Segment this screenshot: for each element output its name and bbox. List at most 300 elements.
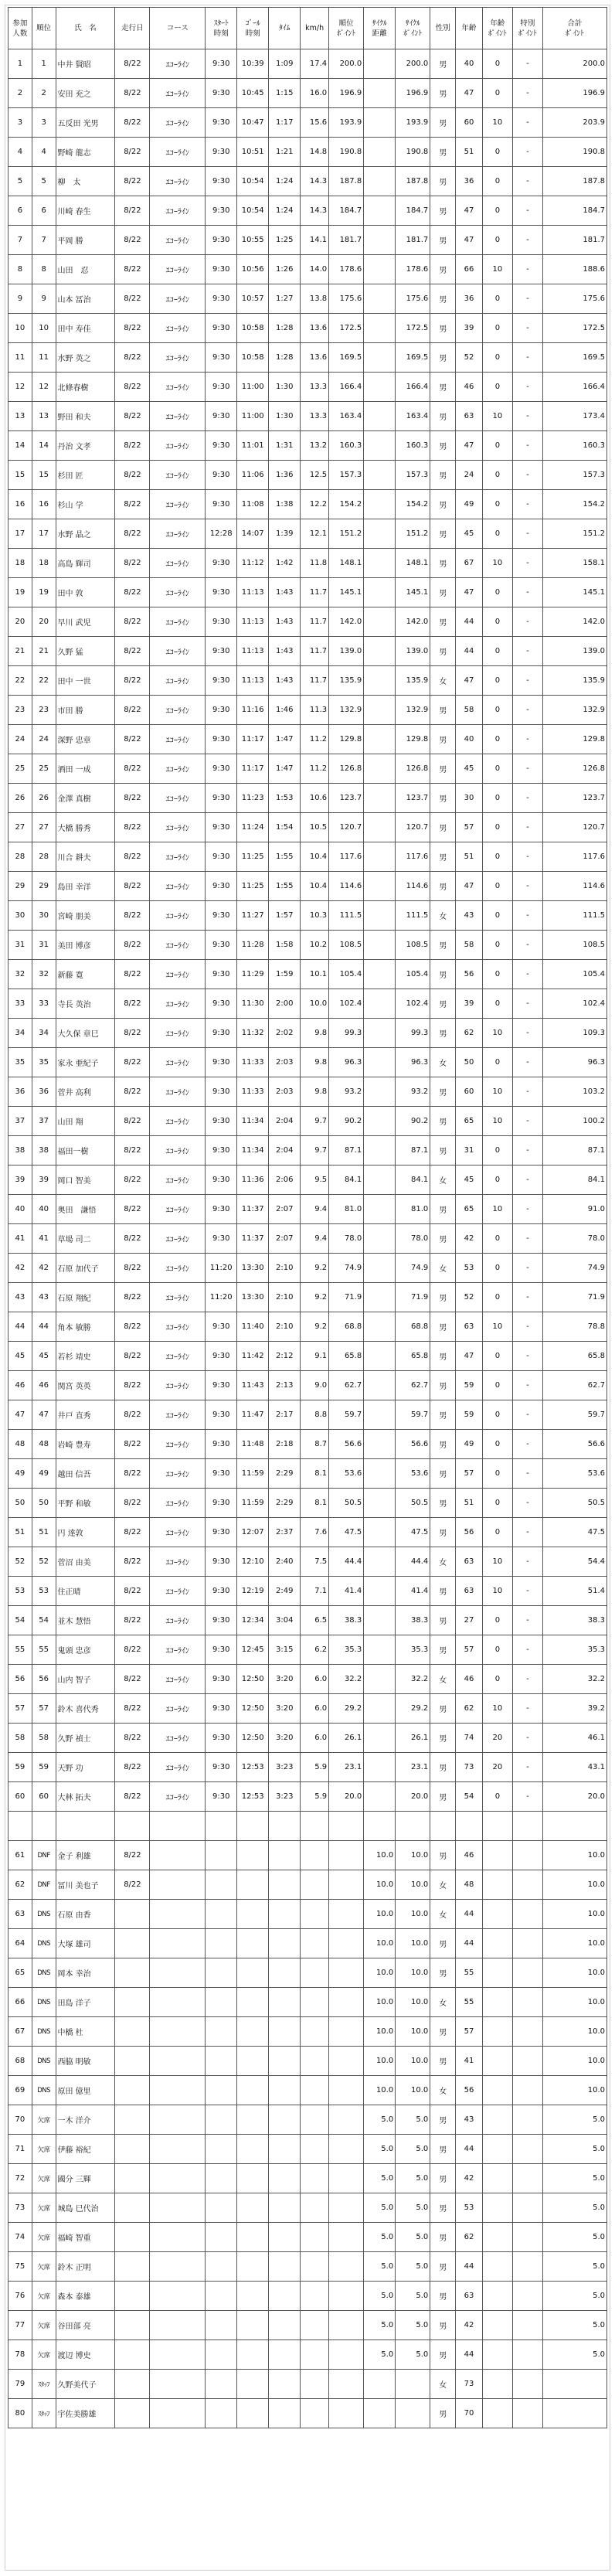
- cell-entry-count: 56: [8, 1665, 32, 1694]
- cell-cycle-points: 38.3: [396, 1606, 430, 1635]
- cell-time: [269, 2399, 301, 2428]
- cell-speed: 10.3: [301, 901, 329, 931]
- cell-entry-count: 55: [8, 1635, 32, 1665]
- cell-special-points: -: [512, 842, 542, 872]
- cell-name: 奥田 謙悟: [56, 1195, 115, 1224]
- table-row: [8, 2370, 607, 2399]
- cell-time: 1:24: [269, 167, 301, 196]
- cell-rank-points: 38.3: [329, 1606, 364, 1635]
- cell-age-points: 0: [482, 666, 512, 696]
- cell-cycle-distance: 10.0: [364, 1929, 396, 1958]
- cell-course: ｴｺｰﾗｲﾝ: [150, 1782, 206, 1812]
- cell-goal-time: 11:59: [237, 1459, 269, 1489]
- cell-age-points: 10: [482, 1019, 512, 1048]
- cell-course: ｴｺｰﾗｲﾝ: [150, 931, 206, 960]
- cell-age-points: [482, 2340, 512, 2370]
- table-row: [8, 1283, 607, 1312]
- cell-cycle-points: 10.0: [396, 1870, 430, 1900]
- cell-course: [150, 2252, 206, 2282]
- cell-rank: 46: [32, 1371, 56, 1400]
- cell-rank-points: 93.2: [329, 1077, 364, 1107]
- table-row: [8, 373, 607, 402]
- cell-course: ｴｺｰﾗｲﾝ: [150, 49, 206, 79]
- cell-rank-points: 84.1: [329, 1165, 364, 1195]
- cell-start-time: 9:30: [206, 1635, 237, 1665]
- cell-special-points: [512, 2282, 542, 2311]
- cell-name: 田島 洋子: [56, 1988, 115, 2017]
- cell-run-date: 8/22: [115, 1136, 150, 1165]
- cell-course: ｴｺｰﾗｲﾝ: [150, 1489, 206, 1518]
- cell-start-time: 9:30: [206, 1518, 237, 1547]
- cell-rank-points: [329, 1988, 364, 2017]
- cell-course: ｴｺｰﾗｲﾝ: [150, 314, 206, 343]
- cell-age-points: 0: [482, 1224, 512, 1254]
- cell-course: ｴｺｰﾗｲﾝ: [150, 578, 206, 607]
- cell-rank-points: 178.6: [329, 255, 364, 284]
- cell-time: 2:10: [269, 1283, 301, 1312]
- cell-name: 宮崎 朋美: [56, 901, 115, 931]
- cell-time: 1:43: [269, 578, 301, 607]
- cell-speed: [301, 2135, 329, 2164]
- cell-cycle-distance: [364, 1518, 396, 1547]
- cell-speed: 9.2: [301, 1254, 329, 1283]
- cell-cycle-distance: [364, 901, 396, 931]
- cell-name: 岩崎 豊寿: [56, 1430, 115, 1459]
- cell-gender: 男: [430, 2135, 456, 2164]
- cell-rank-points: 102.4: [329, 989, 364, 1019]
- cell-gender: 男: [430, 79, 456, 108]
- cell-cycle-distance: 5.0: [364, 2135, 396, 2164]
- cell-gender: 男: [430, 696, 456, 725]
- cell-special-points: -: [512, 578, 542, 607]
- cell-start-time: 9:30: [206, 1312, 237, 1342]
- cell-gender: 男: [430, 1782, 456, 1812]
- cell-age: 31: [456, 1136, 483, 1165]
- cell-course: ｴｺｰﾗｲﾝ: [150, 79, 206, 108]
- cell-rank: 18: [32, 549, 56, 578]
- cell-special-points: -: [512, 1165, 542, 1195]
- cell-rank-points: [329, 2252, 364, 2282]
- cell-name: 山内 智子: [56, 1665, 115, 1694]
- cell-rank: 20: [32, 607, 56, 637]
- cell-rank-points: 50.5: [329, 1489, 364, 1518]
- table-row: [8, 1048, 607, 1077]
- empty-cell: [301, 1812, 329, 1841]
- cell-rank: 19: [32, 578, 56, 607]
- cell-cycle-points: 120.7: [396, 813, 430, 842]
- cell-speed: 13.3: [301, 402, 329, 431]
- cell-rank: 11: [32, 343, 56, 373]
- cell-run-date: 8/22: [115, 226, 150, 255]
- cell-age-points: 10: [482, 108, 512, 138]
- cell-cycle-points: 200.0: [396, 49, 430, 79]
- cell-cycle-points: 10.0: [396, 1900, 430, 1929]
- cell-entry-count: 61: [8, 1841, 32, 1870]
- table-row: [8, 1459, 607, 1489]
- cell-special-points: [512, 2340, 542, 2370]
- cell-rank: 26: [32, 784, 56, 813]
- cell-name: 菅井 高利: [56, 1077, 115, 1107]
- cell-entry-count: 18: [8, 549, 32, 578]
- cell-run-date: 8/22: [115, 284, 150, 314]
- cell-cycle-distance: [364, 1371, 396, 1400]
- cell-goal-time: [237, 2135, 269, 2164]
- cell-entry-count: 43: [8, 1283, 32, 1312]
- cell-age: 51: [456, 1489, 483, 1518]
- cell-time: 1:55: [269, 872, 301, 901]
- cell-age: 44: [456, 2252, 483, 2282]
- cell-time: 2:10: [269, 1312, 301, 1342]
- cell-cycle-points: 5.0: [396, 2193, 430, 2223]
- cell-rank: DNS: [32, 1900, 56, 1929]
- cell-time: 1:28: [269, 314, 301, 343]
- cell-course: ｴｺｰﾗｲﾝ: [150, 138, 206, 167]
- cell-start-time: 9:30: [206, 1430, 237, 1459]
- cell-age-points: 0: [482, 578, 512, 607]
- cell-rank-points: [329, 2164, 364, 2193]
- table-row: [8, 461, 607, 490]
- cell-age: 63: [456, 1312, 483, 1342]
- cell-total-points: 109.3: [542, 1019, 607, 1048]
- cell-total-points: 62.7: [542, 1371, 607, 1400]
- cell-name: 早川 武児: [56, 607, 115, 637]
- cell-special-points: [512, 1841, 542, 1870]
- cell-speed: 6.2: [301, 1635, 329, 1665]
- cell-cycle-distance: [364, 1136, 396, 1165]
- cell-cycle-distance: [364, 607, 396, 637]
- cell-total-points: 158.1: [542, 549, 607, 578]
- cell-cycle-distance: [364, 989, 396, 1019]
- cell-course: ｴｺｰﾗｲﾝ: [150, 666, 206, 696]
- cell-start-time: 9:30: [206, 1195, 237, 1224]
- cell-course: [150, 2105, 206, 2135]
- table-row: [8, 2135, 607, 2164]
- cell-rank-points: [329, 1900, 364, 1929]
- cell-rank: 欠席: [32, 2340, 56, 2370]
- cell-goal-time: 11:08: [237, 490, 269, 519]
- cell-total-points: [542, 2370, 607, 2399]
- cell-rank-points: 142.0: [329, 607, 364, 637]
- cell-goal-time: 11:37: [237, 1224, 269, 1254]
- table-row: [8, 2047, 607, 2076]
- table-row: [8, 1724, 607, 1753]
- cell-speed: 11.7: [301, 607, 329, 637]
- cell-goal-time: 11:42: [237, 1342, 269, 1371]
- cell-entry-count: 15: [8, 461, 32, 490]
- cell-total-points: 111.5: [542, 901, 607, 931]
- cell-run-date: 8/22: [115, 1371, 150, 1400]
- cell-cycle-distance: [364, 1724, 396, 1753]
- cell-run-date: 8/22: [115, 1577, 150, 1606]
- cell-rank-points: [329, 2223, 364, 2252]
- cell-age: 42: [456, 2311, 483, 2340]
- cell-rank: 25: [32, 754, 56, 784]
- cell-cycle-points: 68.8: [396, 1312, 430, 1342]
- cell-entry-count: 58: [8, 1724, 32, 1753]
- cell-entry-count: 6: [8, 196, 32, 226]
- cell-course: ｴｺｰﾗｲﾝ: [150, 1342, 206, 1371]
- cell-cycle-distance: [364, 167, 396, 196]
- cell-age: 30: [456, 784, 483, 813]
- cell-age-points: 0: [482, 196, 512, 226]
- cell-cycle-distance: [364, 1165, 396, 1195]
- cell-course: ｴｺｰﾗｲﾝ: [150, 1048, 206, 1077]
- cell-total-points: 173.4: [542, 402, 607, 431]
- cell-rank-points: 157.3: [329, 461, 364, 490]
- cell-speed: 14.3: [301, 196, 329, 226]
- empty-cell: [396, 1812, 430, 1841]
- cell-goal-time: [237, 2193, 269, 2223]
- cell-course: [150, 2193, 206, 2223]
- cell-age-points: [482, 2193, 512, 2223]
- cell-age-points: 20: [482, 1724, 512, 1753]
- cell-cycle-distance: [364, 1048, 396, 1077]
- cell-cycle-points: 178.6: [396, 255, 430, 284]
- cell-time: 1:47: [269, 725, 301, 754]
- cell-rank: DNS: [32, 1988, 56, 2017]
- cell-goal-time: [237, 1870, 269, 1900]
- cell-run-date: 8/22: [115, 79, 150, 108]
- cell-cycle-distance: [364, 1077, 396, 1107]
- cell-cycle-distance: [364, 49, 396, 79]
- cell-age-points: 0: [482, 784, 512, 813]
- cell-age: 47: [456, 226, 483, 255]
- cell-gender: 女: [430, 1048, 456, 1077]
- cell-entry-count: 78: [8, 2340, 32, 2370]
- cell-total-points: 175.6: [542, 284, 607, 314]
- cell-rank: 3: [32, 108, 56, 138]
- cell-cycle-distance: 10.0: [364, 2017, 396, 2047]
- cell-cycle-distance: [364, 1195, 396, 1224]
- cell-age: 49: [456, 1430, 483, 1459]
- cell-total-points: 142.0: [542, 607, 607, 637]
- cell-entry-count: 47: [8, 1400, 32, 1430]
- cell-cycle-distance: [364, 872, 396, 901]
- table-row: [8, 842, 607, 872]
- cell-age: 63: [456, 1547, 483, 1577]
- cell-name: 西脇 明敏: [56, 2047, 115, 2076]
- cell-gender: 男: [430, 461, 456, 490]
- cell-goal-time: 11:32: [237, 1019, 269, 1048]
- cell-run-date: 8/22: [115, 1224, 150, 1254]
- cell-run-date: [115, 2164, 150, 2193]
- cell-start-time: 9:30: [206, 872, 237, 901]
- cell-speed: 10.0: [301, 989, 329, 1019]
- cell-gender: 男: [430, 1077, 456, 1107]
- cell-time: 1:31: [269, 431, 301, 461]
- cell-special-points: -: [512, 1107, 542, 1136]
- cell-name: 野崎 龍志: [56, 138, 115, 167]
- cell-gender: 男: [430, 1107, 456, 1136]
- cell-special-points: -: [512, 138, 542, 167]
- cell-name: 家永 亜紀子: [56, 1048, 115, 1077]
- cell-age-points: 0: [482, 284, 512, 314]
- cell-age: 53: [456, 2193, 483, 2223]
- cell-name: 柳 太: [56, 167, 115, 196]
- table-row: [8, 2399, 607, 2428]
- cell-gender: 男: [430, 226, 456, 255]
- cell-name: 國分 三輝: [56, 2164, 115, 2193]
- cell-age: 56: [456, 1518, 483, 1547]
- cell-cycle-points: 56.6: [396, 1430, 430, 1459]
- table-row: [8, 226, 607, 255]
- cell-special-points: [512, 2135, 542, 2164]
- cell-run-date: 8/22: [115, 431, 150, 461]
- cell-entry-count: 13: [8, 402, 32, 431]
- cell-cycle-points: 111.5: [396, 901, 430, 931]
- cell-rank: 43: [32, 1283, 56, 1312]
- cell-special-points: -: [512, 1077, 542, 1107]
- cell-total-points: 50.5: [542, 1489, 607, 1518]
- cell-start-time: 9:30: [206, 931, 237, 960]
- cell-age-points: [482, 2252, 512, 2282]
- cell-start-time: [206, 2399, 237, 2428]
- cell-start-time: 9:30: [206, 1694, 237, 1724]
- cell-total-points: 96.3: [542, 1048, 607, 1077]
- cell-time: [269, 1900, 301, 1929]
- cell-cycle-points: 5.0: [396, 2164, 430, 2193]
- cell-cycle-points: 78.0: [396, 1224, 430, 1254]
- table-row: [8, 2282, 607, 2311]
- cell-cycle-points: 10.0: [396, 2017, 430, 2047]
- cell-time: 1:47: [269, 754, 301, 784]
- cell-time: 1:24: [269, 196, 301, 226]
- cell-speed: 11.8: [301, 549, 329, 578]
- cell-total-points: 172.5: [542, 314, 607, 343]
- cell-goal-time: 13:30: [237, 1254, 269, 1283]
- cell-age: 59: [456, 1400, 483, 1430]
- cell-rank: 52: [32, 1547, 56, 1577]
- table-row: [8, 1958, 607, 1988]
- cell-cycle-distance: [364, 931, 396, 960]
- cell-name: 大塚 雄司: [56, 1929, 115, 1958]
- cell-age-points: 0: [482, 1371, 512, 1400]
- cell-age: 44: [456, 637, 483, 666]
- header-cycle-points: ｻｲｸﾙ ﾎﾟｲﾝﾄ: [396, 8, 430, 49]
- empty-cell: [364, 1812, 396, 1841]
- cell-speed: 10.2: [301, 931, 329, 960]
- cell-entry-count: 33: [8, 989, 32, 1019]
- cell-course: ｴｺｰﾗｲﾝ: [150, 1430, 206, 1459]
- cell-speed: 15.6: [301, 108, 329, 138]
- cell-rank-points: 90.2: [329, 1107, 364, 1136]
- cell-time: [269, 2282, 301, 2311]
- cell-rank: 17: [32, 519, 56, 549]
- cell-total-points: 100.2: [542, 1107, 607, 1136]
- cell-time: 1:58: [269, 931, 301, 960]
- cell-entry-count: 76: [8, 2282, 32, 2311]
- cell-total-points: 84.1: [542, 1165, 607, 1195]
- cell-age-points: 10: [482, 1577, 512, 1606]
- cell-rank: DNS: [32, 1929, 56, 1958]
- cell-total-points: 190.8: [542, 138, 607, 167]
- cell-rank: 41: [32, 1224, 56, 1254]
- cell-cycle-points: 129.8: [396, 725, 430, 754]
- cell-entry-count: 46: [8, 1371, 32, 1400]
- cell-rank: 5: [32, 167, 56, 196]
- cell-goal-time: 14:07: [237, 519, 269, 549]
- cell-time: 3:20: [269, 1694, 301, 1724]
- cell-start-time: 9:30: [206, 637, 237, 666]
- cell-special-points: -: [512, 226, 542, 255]
- cell-age: 47: [456, 872, 483, 901]
- cell-rank-points: 154.2: [329, 490, 364, 519]
- table-row: [8, 519, 607, 549]
- cell-name: 草場 司二: [56, 1224, 115, 1254]
- cell-rank: 50: [32, 1489, 56, 1518]
- cell-speed: 17.4: [301, 49, 329, 79]
- cell-goal-time: 11:27: [237, 901, 269, 931]
- cell-start-time: 9:30: [206, 373, 237, 402]
- cell-goal-time: [237, 2223, 269, 2252]
- cell-gender: 男: [430, 784, 456, 813]
- cell-total-points: 10.0: [542, 2017, 607, 2047]
- cell-special-points: [512, 2370, 542, 2399]
- cell-run-date: [115, 2047, 150, 2076]
- cell-goal-time: 10:39: [237, 49, 269, 79]
- cell-name: 渡辺 博史: [56, 2340, 115, 2370]
- cell-age-points: 0: [482, 490, 512, 519]
- cell-cycle-distance: [364, 842, 396, 872]
- cell-rank: 53: [32, 1577, 56, 1606]
- cell-goal-time: [237, 2399, 269, 2428]
- cell-entry-count: 7: [8, 226, 32, 255]
- cell-rank: DNF: [32, 1870, 56, 1900]
- cell-gender: 男: [430, 196, 456, 226]
- cell-entry-count: 66: [8, 1988, 32, 2017]
- header-row: [8, 8, 607, 49]
- cell-gender: 男: [430, 842, 456, 872]
- cell-entry-count: 16: [8, 490, 32, 519]
- cell-special-points: -: [512, 1459, 542, 1489]
- cell-time: [269, 2076, 301, 2105]
- cell-total-points: 78.0: [542, 1224, 607, 1254]
- cell-age: 65: [456, 1107, 483, 1136]
- cell-course: [150, 2047, 206, 2076]
- cell-gender: 男: [430, 1224, 456, 1254]
- cell-run-date: 8/22: [115, 637, 150, 666]
- cell-age: 52: [456, 1283, 483, 1312]
- cell-cycle-distance: [364, 431, 396, 461]
- empty-cell: [8, 1812, 32, 1841]
- cell-time: 2:12: [269, 1342, 301, 1371]
- cell-age: 57: [456, 1635, 483, 1665]
- cell-course: ｴｺｰﾗｲﾝ: [150, 431, 206, 461]
- cell-run-date: [115, 1958, 150, 1988]
- table-row: [8, 1635, 607, 1665]
- cell-special-points: -: [512, 255, 542, 284]
- cell-goal-time: [237, 2340, 269, 2370]
- cell-cycle-points: 151.2: [396, 519, 430, 549]
- cell-age: 51: [456, 138, 483, 167]
- table-row: [8, 1606, 607, 1635]
- cell-run-date: 8/22: [115, 1459, 150, 1489]
- cell-speed: 13.6: [301, 343, 329, 373]
- cell-special-points: [512, 1988, 542, 2017]
- cell-time: 2:29: [269, 1489, 301, 1518]
- cell-special-points: -: [512, 666, 542, 696]
- cell-goal-time: [237, 2017, 269, 2047]
- cell-age: 63: [456, 402, 483, 431]
- cell-total-points: 188.6: [542, 255, 607, 284]
- cell-cycle-points: 65.8: [396, 1342, 430, 1371]
- cell-goal-time: [237, 1841, 269, 1870]
- cell-age: 57: [456, 2017, 483, 2047]
- cell-goal-time: 11:13: [237, 578, 269, 607]
- cell-run-date: 8/22: [115, 108, 150, 138]
- cell-entry-count: 51: [8, 1518, 32, 1547]
- cell-speed: 8.1: [301, 1489, 329, 1518]
